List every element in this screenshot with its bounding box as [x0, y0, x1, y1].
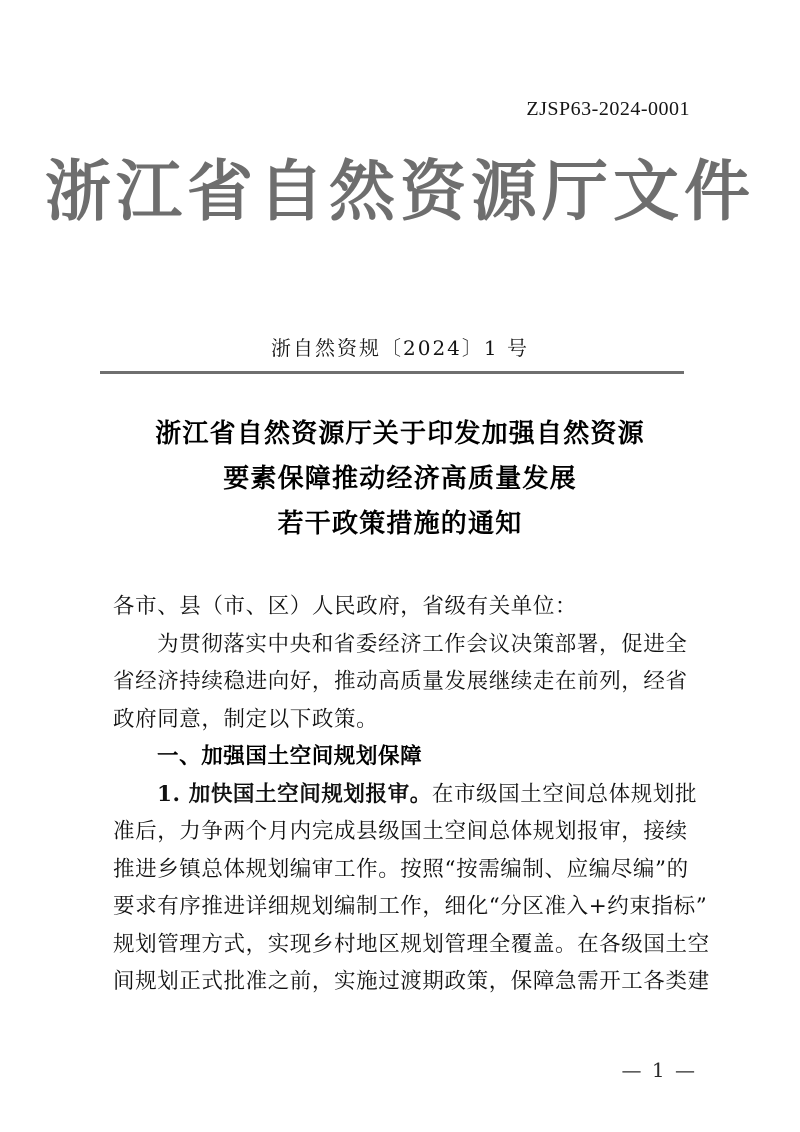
- title-line-2: 要素保障推动经济高质量发展: [223, 464, 577, 494]
- title-line-1: 浙江省自然资源厅关于印发加强自然资源: [155, 419, 645, 449]
- paragraph-1-line-1: 为贯彻落实中央和省委经济工作会议决策部署，促进全: [157, 631, 688, 657]
- document-reference-number: 浙自然资规〔2024〕1 号: [271, 336, 529, 360]
- item-1-lead-in: 1. 加快国土空间规划报审。: [157, 781, 432, 807]
- item-1-line-6: 间规划正式批准之前，实施过渡期政策，保障急需开工各类建: [113, 969, 710, 994]
- item-1-first-line-rest: 在市级国土空间总体规划批: [431, 781, 698, 807]
- item-1-line-4: 要求有序推进详细规划编制工作，细化“分区准入+约束指标”: [113, 894, 708, 919]
- document-title: [100, 412, 700, 547]
- item-1-line-2: 准后，力争两个月内完成县级国土空间总体规划报审，接续: [113, 819, 688, 844]
- item-1-line-1: [113, 776, 698, 814]
- paragraph-1-line-3: 政府同意，制定以下政策。: [113, 706, 379, 732]
- item-1-line-5: 规划管理方式，实现乡村地区规划管理全覆盖。在各级国土空: [113, 931, 710, 957]
- document-serial-number: ZJSP63-2024-0001: [526, 98, 690, 120]
- title-line-3: 若干政策措施的通知: [277, 509, 523, 539]
- salutation: 各市、县（市、区）人民政府，省级有关单位：: [113, 594, 578, 619]
- page-number: — 1 —: [621, 1058, 697, 1082]
- item-1-line-3: 推进乡镇总体规划编审工作。按照“按需编制、应编尽编”的: [113, 856, 689, 882]
- section-heading-1: 一、加强国土空间规划保障: [157, 744, 423, 769]
- document-masthead: 浙江省自然资源厅文件: [45, 152, 755, 230]
- document-body: [113, 588, 710, 1001]
- paragraph-1-line-2: 省经济持续稳进向好，推动高质量发展继续走在前列，经省: [113, 669, 688, 694]
- header-divider-rule: [100, 371, 684, 374]
